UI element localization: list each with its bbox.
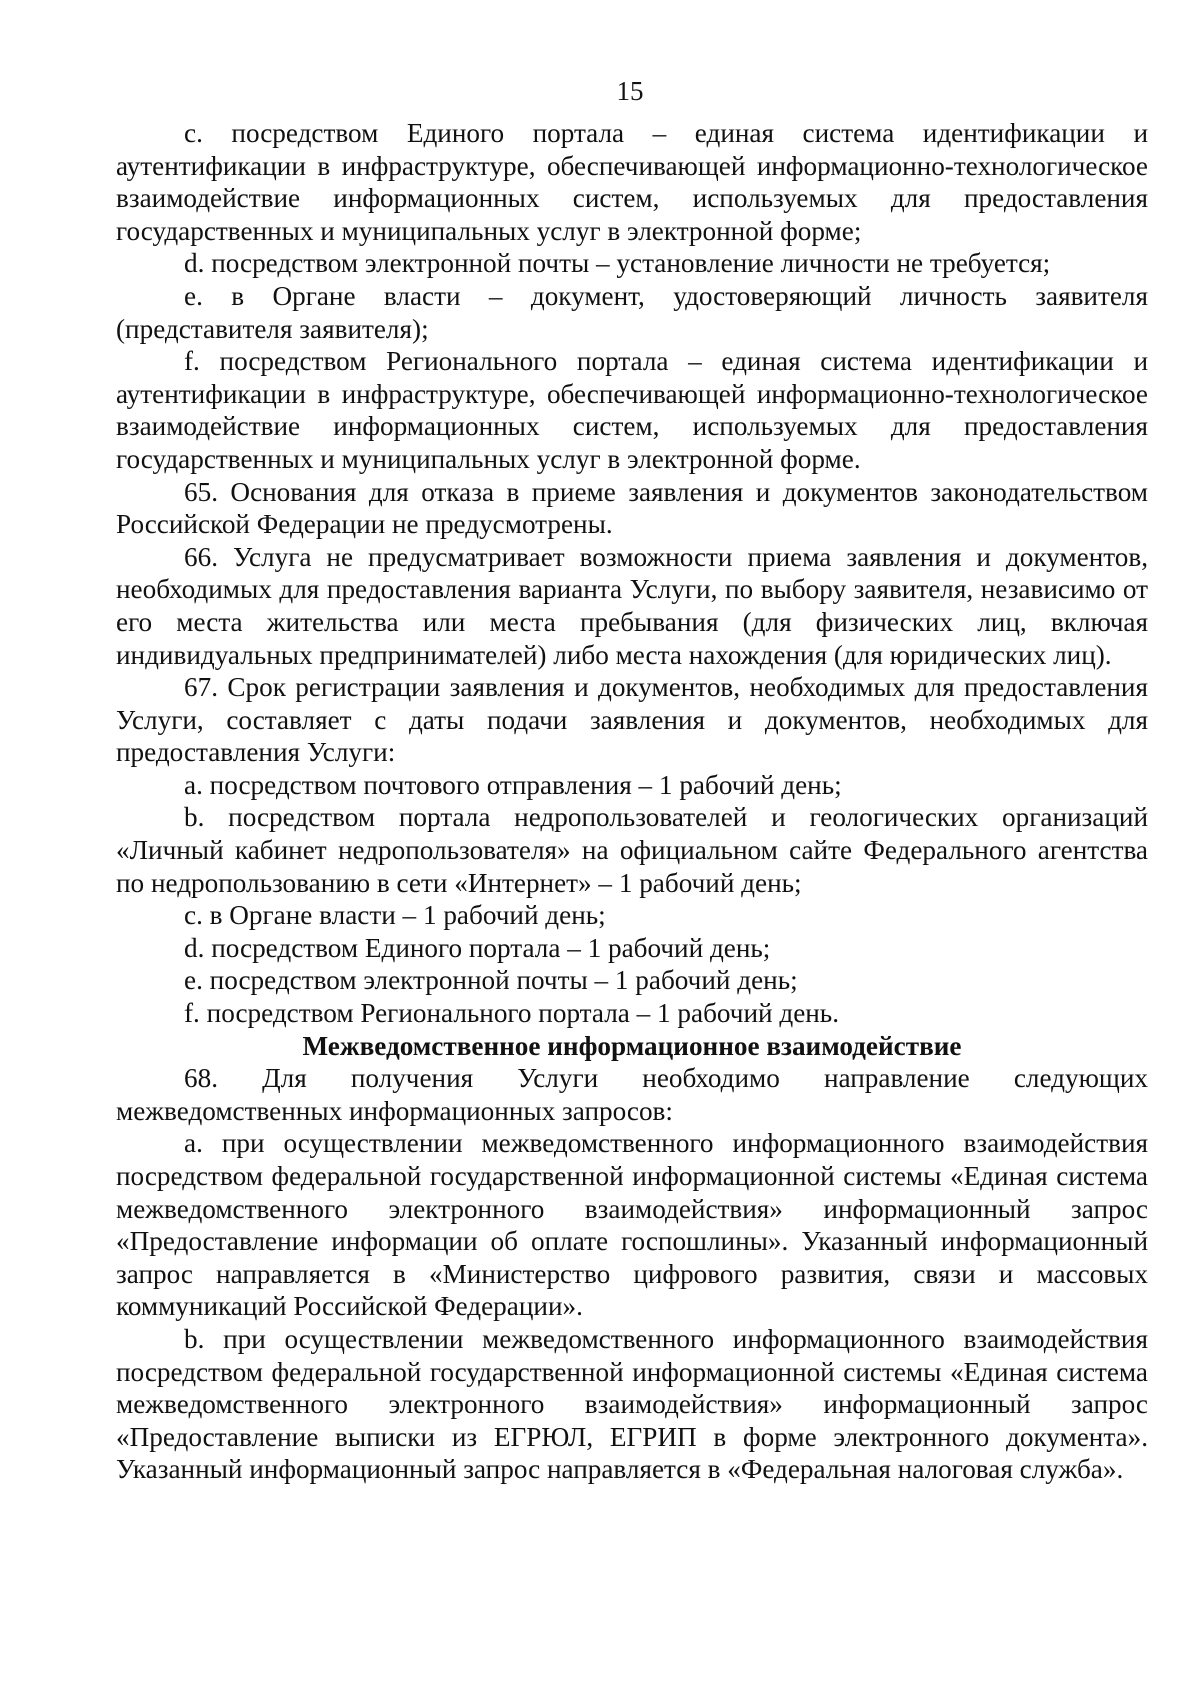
paragraph-item-d-registration: d. посредством Единого портала – 1 рабочий день; [184,932,771,963]
paragraph-66: 66. Услуга не предусматривает возможности приема заявления и документов, необходимых для предоставления варианта Услуги, по выбору заявителя, независимо от его места жительства или места пребывания (для физических лиц, включая индивидуальных предпринимателей) либо места нахождения (для юридических лиц). [116,541,1148,670]
paragraph-67: 67. Срок регистрации заявления и документов, необходимых для предоставления Услуги, составляет с даты подачи заявления и документов, необходимых для предоставления Услуги: [116,672,1148,768]
paragraph-65: 65. Основания для отказа в приеме заявления и документов законодательством Российской Федерации не предусмотрены. [116,476,1148,540]
paragraph-item-a-request: a. при осуществлении межведомственного информационного взаимодействия посредством федеральной государственной информационной системы «Единая система межведомственного электронного взаимодействия» информационный запрос «Предоставление информации об оплате госпошлины». Указанный информационный запрос направляется в «Министерство цифрового развития, связи и массовых коммуникаций Российской Федерации». [116,1128,1148,1322]
paragraph-item-b-request: b. при осуществлении межведомственного информационного взаимодействия посредством федеральной государственной информационной системы «Единая система межведомственного электронного взаимодействия» информационный запрос «Предоставление выписки из ЕГРЮЛ, ЕГРИП в форме электронного документа». Указанный информационный запрос направляется в «Федеральная налоговая служба». [116,1323,1148,1485]
paragraph-item-d-identification: d. посредством электронной почты – установление личности не требуется; [184,248,1051,279]
paragraph-item-e-identification: e. в Органе власти – документ, удостоверяющий личность заявителя (представителя заявителя); [116,280,1148,344]
section-heading: Межведомственное информационное взаимодействие [302,1030,962,1061]
paragraph-item-f-registration: f. посредством Регионального портала – 1 рабочий день. [184,998,840,1029]
document-body [116,117,1148,1486]
paragraph-item-a-registration: a. посредством почтового отправления – 1 рабочий день; [184,769,842,800]
paragraph-item-c-identification: c. посредством Единого портала – единая система идентификации и аутентификации в инфраструктуре, обеспечивающей информационно-технологическое взаимодействие информационных систем, используемых для предоставления государственных и муниципальных услуг в электронной форме; [116,118,1148,246]
page-number: 15 [616,76,644,106]
paragraph-item-f-identification: f. посредством Регионального портала – единая система идентификации и аутентификации в инфраструктуре, обеспечивающей информационно-технологическое взаимодействие информационных систем, используемых для предоставления государственных и муниципальных услуг в электронной форме. [116,346,1148,474]
paragraph-item-b-registration: b. посредством портала недропользователей и геологических организаций «Личный кабинет недропользователя» на официальном сайте Федерального агентства по недропользованию в сети «Интернет» – 1 рабочий день; [116,802,1148,898]
paragraph-item-c-registration: c. в Органе власти – 1 рабочий день; [184,900,606,931]
paragraph-item-e-registration: e. посредством электронной почты – 1 рабочий день; [184,965,798,996]
paragraph-68: 68. Для получения Услуги необходимо направление следующих межведомственных информационных запросов: [116,1063,1148,1126]
